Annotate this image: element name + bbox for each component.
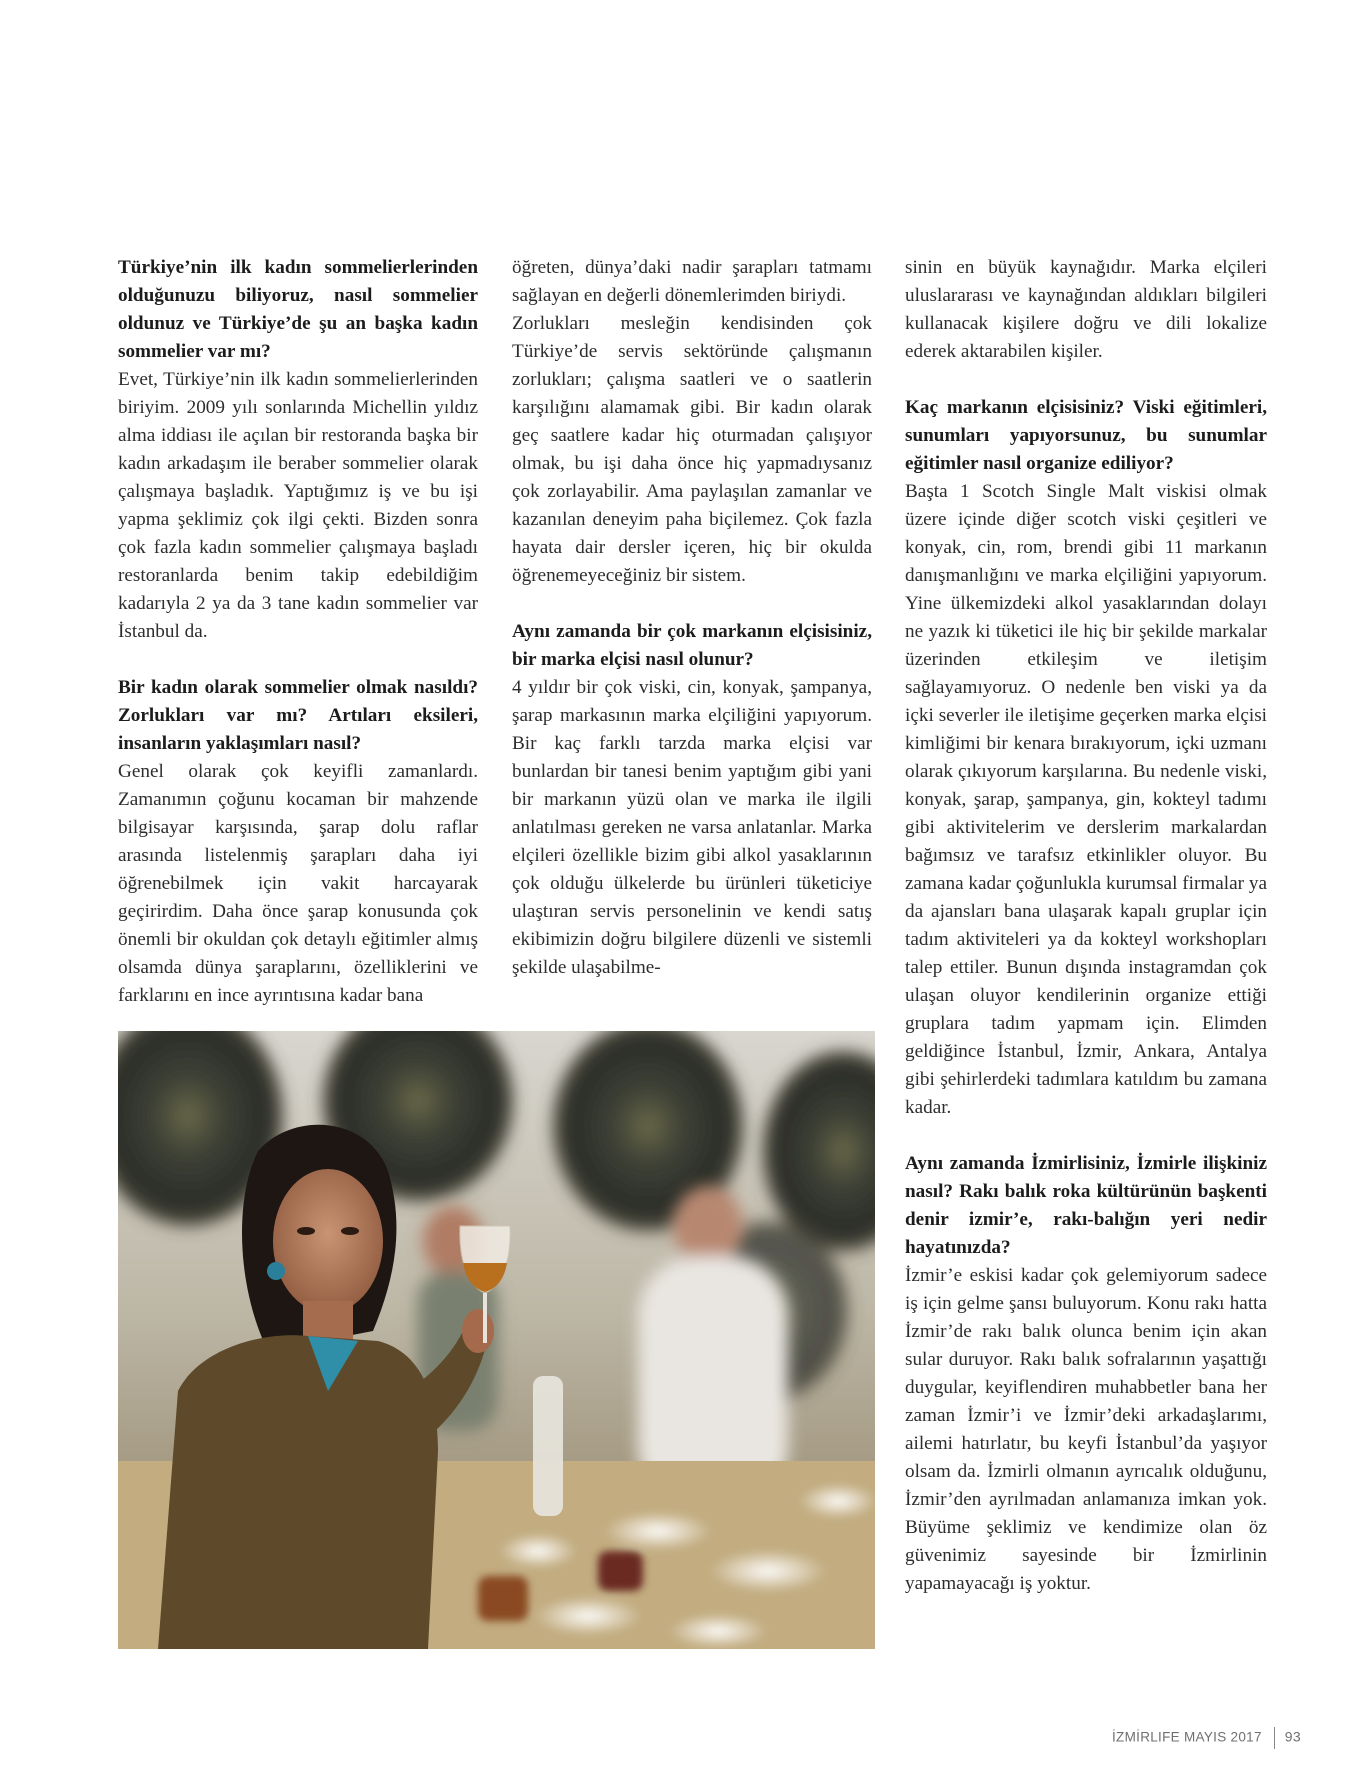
interview-answer: öğreten, dünya’daki nadir şarapları tatmamı sağlayan en değerli dönemlerimden biriydi.: [512, 257, 872, 306]
interview-answer: Genel olarak çok keyifli zamanlardı. Zamanımın çoğunu kocaman bir mahzende bilgisayar karşısında, şarap dolu raflar arasında listelenmiş şarapları daha iyi öğrenebilmek için vakit harcayarak geçirirdim. Daha önce şarap konusunda çok önemli bir okuldan çok detaylı eğitimler almış olsamda dünya şaraplarını, özelliklerini ve farklarını en ince ayrıntısına kadar bana: [118, 761, 478, 1006]
interview-answer: Zorlukları mesleğin kendisinden çok Türkiye’de servis sektöründe çalışmanın zorlukları; çalışma saatleri ve o saatlerin karşılığını alamamak gibi. Bir kadın olarak geç saatlere kadar hiç oturmadan çalışıyor olmak, bu işi daha önce hiç yapmadıysanız çok zorlayabilir. Ama paylaşılan zamanlar ve kazanılan deneyim paha biçilemez. Çok fazla hayata dair dersler içeren, hiç bir okulda öğrenemeyeceğiniz bir sistem.: [512, 313, 872, 586]
interview-answer: Başta 1 Scotch Single Malt viskisi olmak üzere içinde diğer scotch viski çeşitleri ve konyak, cin, rom, brendi gibi 11 markanın danışmanlığını ve marka elçiliğini yapıyorum. Yine ülkemizdeki alkol yasaklarından dolayı ne yazık ki tüketici ile hiç bir şekilde markalar üzerinden etkileşim ve iletişim sağlayamıyoruz. O nedenle ben viski ya da içki severler ile iletişime geçerken marka elçisi kimliğimi bir kenara bırakıyorum, içki uzmanı olarak çıkıyorum karşılarına. Bu nedenle viski, konyak, şarap, şampanya, gin, kokteyl tadımı gibi aktivitelerim ve derslerim markalardan bağımsız ve tarafsız etkinlikler oluyor. Bu zamana kadar çoğunlukla kurumsal firmalar ya da ajansları bana ulaşarak kapalı gruplar için tadım aktiviteleri ya da kokteyl workshopları talep ettiler. Bunun dışında instagramdan çok ulaşan oluyor kendilerinin organize ettiği gruplara tadım yapmam için. Elimden geldiğince İstanbul, İzmir, Ankara, Antalya gibi şehirlerdeki tadımlara katıldım bu zamana kadar.: [905, 481, 1267, 1118]
interview-answer: 4 yıldır bir çok viski, cin, konyak, şampanya, şarap markasının marka elçiliğini yapıyorum. Bir kaç farklı tarzda marka elçisi var bunlardan bir tanesi benim yaptığım gibi yani bir markanın yüzü olan ve marka ile ilgili anlatılması gereken ne varsa anlatanlar. Marka elçileri özellikle bizim gibi alkol yasaklarının çok olduğu ülkelerde bu ürünleri tüketiciye ulaştıran servis personelinin ve kendi satış ekibimizin doğru bilgilere düzenli ve sistemli şekilde ulaşabilme-: [512, 677, 872, 978]
interview-question: Türkiye’nin ilk kadın sommelierlerinden olduğunuzu biliyoruz, nasıl sommelier oldunuz ve Türkiye’de şu an başka kadın sommelier var mı?: [118, 257, 478, 362]
interview-question: Kaç markanın elçisisiniz? Viski eğitimleri, sunumları yapıyorsunuz, bu sunumlar eğitimler nasıl organize ediliyor?: [905, 397, 1267, 474]
footer-divider: [1274, 1727, 1275, 1749]
text-column-2: [512, 254, 872, 982]
interview-question: Bir kadın olarak sommelier olmak nasıldı? Zorlukları var mı? Artıları eksileri, insanların yaklaşımları nasıl?: [118, 677, 478, 754]
text-column-3: [905, 254, 1267, 1598]
sommelier-photo: [118, 1031, 875, 1649]
interview-question: Aynı zamanda bir çok markanın elçisisiniz, bir marka elçisi nasıl olunur?: [512, 621, 872, 670]
page-footer: [1112, 1727, 1301, 1749]
interview-answer: sinin en büyük kaynağıdır. Marka elçileri uluslararası ve kaynağından aldıkları bilgileri kullanacak kişilere doğru ve dili lokalize ederek aktarabilen kişiler.: [905, 257, 1267, 362]
interview-answer: İzmir’e eskisi kadar çok gelemiyorum sadece iş için gelme şansı buluyorum. Konu rakı hatta İzmir’de rakı balık olunca benim için akan sular duruyor. Rakı balık sofralarının yaşattığı duygular, keyiflendiren muhabbetler bana her zaman İzmir’i ve İzmir’deki arkadaşlarımı, ailemi hatırlatır, bu keyfi İstanbul’da yaşıyor olsam da. İzmirli olmanın ayrıcalık olduğunu, İzmir’den ayrılmadan anlamanıza imkan yok. Büyüme şeklimiz ve kendimize olan öz güvenimiz sayesinde bir İzmirlinin yapamayacağı iş yoktur.: [905, 1265, 1267, 1594]
text-column-1: [118, 254, 478, 1010]
interview-question: Aynı zamanda İzmirlisiniz, İzmirle ilişkiniz nasıl? Rakı balık roka kültürünün başkenti denir izmir’e, rakı-balığın yeri nedir hayatınızda?: [905, 1153, 1267, 1258]
page-number: 93: [1284, 1728, 1301, 1745]
magazine-issue: İZMİRLIFE MAYIS 2017: [1112, 1729, 1262, 1745]
interview-answer: Evet, Türkiye’nin ilk kadın sommelierlerinden biriyim. 2009 yılı sonlarında Michellin yıldız alma iddiası ile açılan bir restoranda başka bir kadın arkadaşım ile beraber sommelier olarak çalışmaya başladık. Yaptığımız iş ve bu işi yapma şeklimiz çok ilgi çekti. Bizden sonra çok fazla kadın sommelier çalışmaya başladı restoranlarda benim takip edebildiğim kadarıyla 2 ya da 3 tane kadın sommelier var İstanbul da.: [118, 369, 478, 642]
